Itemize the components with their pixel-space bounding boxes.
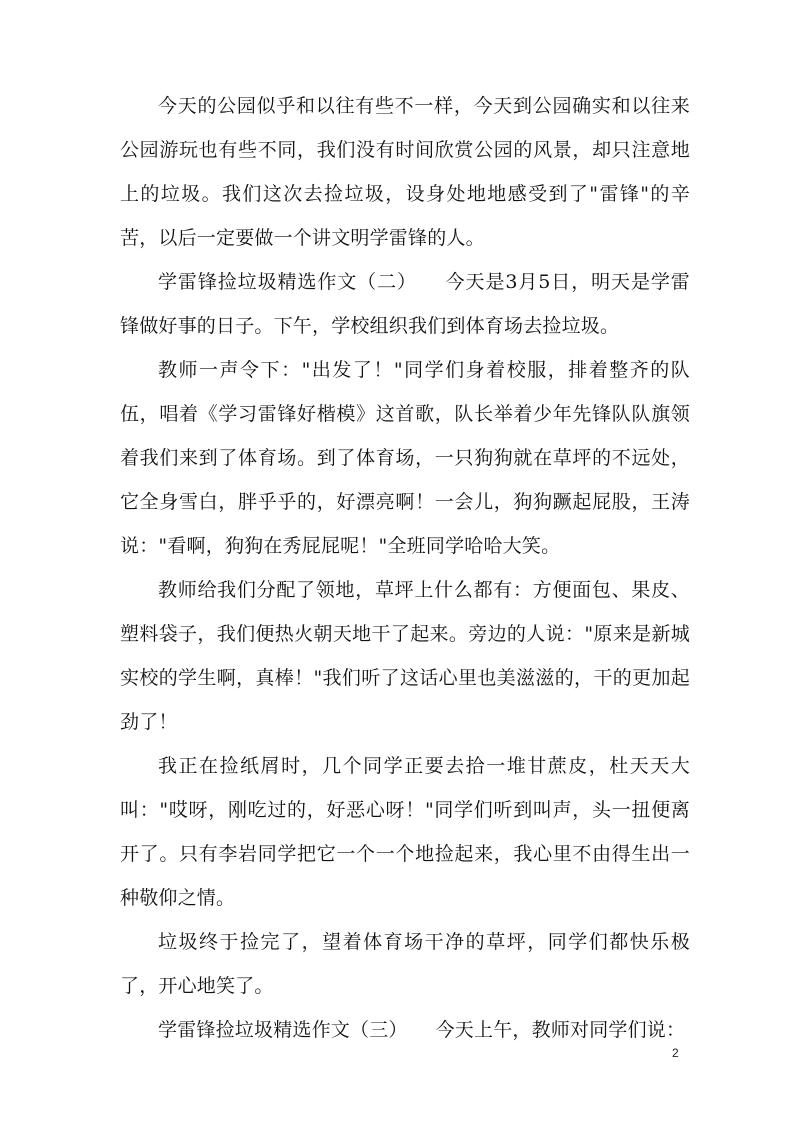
paragraph-finished-text: 垃圾终于捡完了，望着体育场干净的草坪，同学们都快乐极了，开心地笑了。 bbox=[120, 931, 690, 997]
paragraph-departure bbox=[120, 348, 690, 568]
essay-2-intro-text: 今天是3月5日，明天是学雷锋做好事的日子。下午，学校组织我们到体育场去捡垃圾。 bbox=[120, 271, 690, 337]
paragraph-park bbox=[120, 84, 690, 260]
paragraph-territory-text: 教师给我们分配了领地，草坪上什么都有：方便面包、果皮、塑料袋子，我们便热火朝天地干了起来。旁边的人说："原来是新城实校的学生啊，真棒！"我们听了这话心里也美滋滋的，干的更加起劲了！ bbox=[120, 579, 690, 733]
paragraph-park-text: 今天的公园似乎和以往有些不一样，今天到公园确实和以往来公园游玩也有些不同，我们没有时间欣赏公园的风景，却只注意地上的垃圾。我们这次去捡垃圾，设身处地地感受到了"雷锋"的辛苦，以后一定要做一个讲文明学雷锋的人。 bbox=[120, 95, 690, 249]
paragraph-sugarcane bbox=[120, 744, 690, 920]
page-number: 2 bbox=[672, 1046, 679, 1060]
paragraph-finished bbox=[120, 920, 690, 1008]
essay-3-heading: 学雷锋捡垃圾精选作文（三） bbox=[158, 1019, 408, 1041]
paragraph-sugarcane-text: 我正在捡纸屑时，几个同学正要去拾一堆甘蔗皮，杜天天大叫："哎呀，刚吃过的，好恶心呀！"同学们听到叫声，头一扭便离开了。只有李岩同学把它一个一个地捡起来，我心里不由得生出一种敬仰之情。 bbox=[120, 755, 690, 909]
essay-2-heading: 学雷锋捡垃圾精选作文（二） bbox=[158, 271, 417, 293]
document-body bbox=[120, 84, 690, 1052]
paragraph-essay-3-intro bbox=[120, 1008, 690, 1052]
paragraph-territory bbox=[120, 568, 690, 744]
paragraph-departure-text: 教师一声令下："出发了！"同学们身着校服，排着整齐的队伍，唱着《学习雷锋好楷模》这首歌，队长举着少年先锋队队旗领着我们来到了体育场。到了体育场，一只狗狗就在草坪的不远处，它全身雪白，胖乎乎的，好漂亮啊！一会儿，狗狗蹶起屁股，王涛说："看啊，狗狗在秀屁屁呢！"全班同学哈哈大笑。 bbox=[120, 359, 690, 557]
essay-3-intro-text: 今天上午，教师对同学们说： bbox=[435, 1019, 686, 1041]
paragraph-essay-2-intro bbox=[120, 260, 690, 348]
